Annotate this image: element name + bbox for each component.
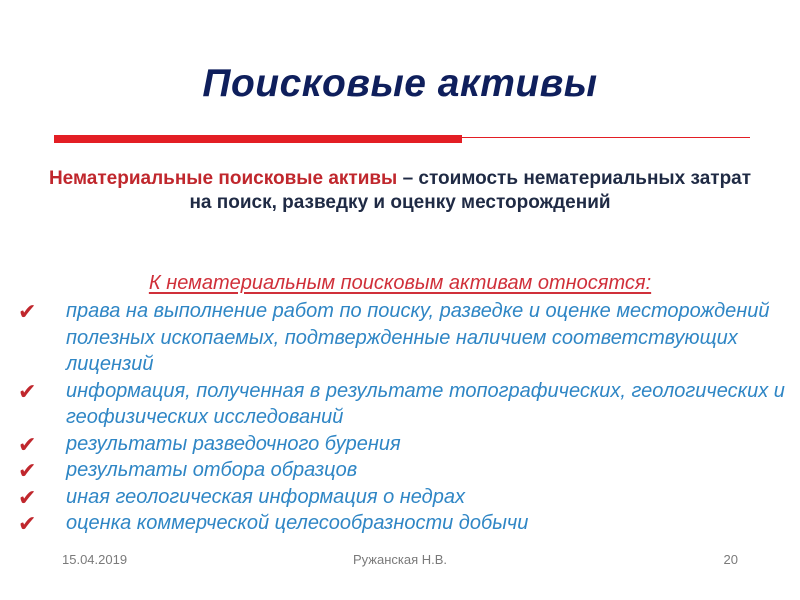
title-underline-thick xyxy=(54,135,462,143)
checkmark-icon: ✔ xyxy=(18,484,37,510)
list-item-text: информация, полученная в результате топографических, геологических и геофизических исследований xyxy=(66,379,785,428)
footer-author: Ружанская Н.В. xyxy=(352,552,448,567)
checkmark-icon: ✔ xyxy=(18,299,37,324)
page-number: 20 xyxy=(723,552,738,567)
list-item xyxy=(18,457,788,484)
checkmark-icon: ✔ xyxy=(18,511,37,536)
checkmark-icon: ✔ xyxy=(18,378,37,404)
checkmark-icon: ✔ xyxy=(18,431,37,457)
list-item-text: права на выполнение работ по поиску, разведке и оценке месторождений полезных ископаемых, подтвержденные наличием соответствующих лицензий xyxy=(66,300,770,375)
list-item-text: результаты отбора образцов xyxy=(66,459,358,481)
assets-list xyxy=(18,298,788,537)
list-heading: К нематериальным поисковым активам относятся: xyxy=(148,272,652,294)
list-item-text: оценка коммерческой целесообразности добычи xyxy=(66,512,529,534)
list-item xyxy=(18,378,788,431)
list-item xyxy=(18,431,788,458)
definition-dash: – xyxy=(397,168,419,189)
footer-date: 15.04.2019 xyxy=(62,552,128,567)
list-item xyxy=(18,510,788,537)
slide-title: Поисковые активы xyxy=(202,62,598,105)
list-item-text: иная геологическая информация о недрах xyxy=(66,485,465,508)
list-item xyxy=(18,484,788,511)
definition-paragraph xyxy=(40,167,760,215)
checkmark-icon: ✔ xyxy=(18,458,37,483)
list-item-text: результаты разведочного бурения xyxy=(66,432,401,455)
list-item xyxy=(18,298,788,378)
definition-text: стоимость нематериальных затрат на поиск, разведку и оценку месторождений xyxy=(189,168,752,213)
definition-term: Нематериальные поисковые активы xyxy=(48,168,398,189)
title-underline-thin xyxy=(462,137,750,138)
